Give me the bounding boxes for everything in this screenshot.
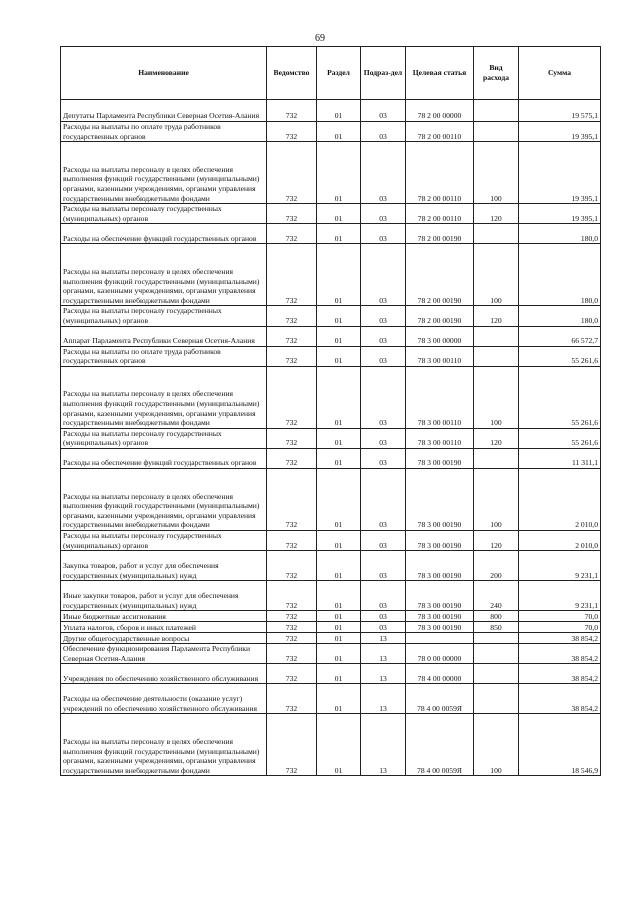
table-cell-razdel: 01 [317, 142, 361, 204]
table-cell-vid [474, 326, 519, 346]
table-row [61, 611, 601, 622]
table-cell-podrazdel: 03 [361, 622, 406, 633]
table-cell-vedomstvo: 732 [267, 622, 317, 633]
table-cell-sum: 180,0 [519, 224, 601, 244]
table-cell-sum: 70,0 [519, 611, 601, 622]
table-cell-podrazdel: 03 [361, 428, 406, 448]
table-row [61, 142, 601, 204]
header-article: Целевая статья [406, 47, 474, 100]
table-cell-name: Иные бюджетные ассигнования [61, 611, 267, 622]
table-cell-podrazdel: 03 [361, 122, 406, 142]
table-cell-name: Закупка товаров, работ и услуг для обеспечения государственных (муниципальных) нужд [61, 551, 267, 581]
table-cell-vedomstvo: 732 [267, 100, 317, 122]
table-cell-name: Другие общегосударственные вопросы [61, 633, 267, 644]
table-cell-sum: 38 854,2 [519, 633, 601, 644]
table-cell-vedomstvo: 732 [267, 551, 317, 581]
table-cell-sum: 55 261,6 [519, 366, 601, 428]
table-cell-name: Расходы на обеспечение функций государственных органов [61, 224, 267, 244]
table-cell-podrazdel: 03 [361, 366, 406, 428]
table-cell-podrazdel: 13 [361, 644, 406, 664]
table-cell-article: 78 3 00 00000 [406, 326, 474, 346]
table-cell-vedomstvo: 732 [267, 142, 317, 204]
table-cell-podrazdel: 03 [361, 306, 406, 326]
table-cell-razdel: 01 [317, 326, 361, 346]
header-vedomstvo: Ведомство [267, 47, 317, 100]
table-cell-vedomstvo: 732 [267, 581, 317, 611]
table-cell-podrazdel: 03 [361, 346, 406, 366]
table-cell-article: 78 3 00 00110 [406, 428, 474, 448]
header-name: Наименование [61, 47, 267, 100]
table-cell-vid [474, 224, 519, 244]
table-cell-razdel: 01 [317, 122, 361, 142]
table-cell-razdel: 01 [317, 468, 361, 530]
table-cell-vedomstvo: 732 [267, 306, 317, 326]
table-cell-name: Уплата налогов, сборов и иных платежей [61, 622, 267, 633]
table-cell-vid [474, 346, 519, 366]
table-cell-vid: 100 [474, 366, 519, 428]
table-cell-vid: 120 [474, 428, 519, 448]
table-cell-article: 78 2 00 00000 [406, 100, 474, 122]
table-cell-vid [474, 448, 519, 468]
table-cell-podrazdel: 03 [361, 326, 406, 346]
table-row [61, 714, 601, 776]
table-cell-article: 78 3 00 00190 [406, 468, 474, 530]
table-cell-vedomstvo: 732 [267, 684, 317, 714]
table-cell-article: 78 0 00 00000 [406, 644, 474, 664]
table-cell-name: Расходы на обеспечение функций государственных органов [61, 448, 267, 468]
table-cell-vedomstvo: 732 [267, 611, 317, 622]
table-cell-article: 78 2 00 00110 [406, 142, 474, 204]
table-cell-article: 78 3 00 00190 [406, 622, 474, 633]
table-cell-name: Депутаты Парламента Республики Северная Осетия-Алания [61, 100, 267, 122]
table-cell-vedomstvo: 732 [267, 224, 317, 244]
table-cell-vedomstvo: 732 [267, 244, 317, 306]
table-cell-sum: 19 575,1 [519, 100, 601, 122]
table-cell-sum: 70,0 [519, 622, 601, 633]
table-cell-article: 78 3 00 00190 [406, 611, 474, 622]
table-cell-podrazdel: 13 [361, 633, 406, 644]
table-row [61, 100, 601, 122]
table-cell-razdel: 01 [317, 346, 361, 366]
table-cell-razdel: 01 [317, 622, 361, 633]
table-row [61, 633, 601, 644]
table-cell-vid: 800 [474, 611, 519, 622]
table-cell-sum: 9 231,1 [519, 581, 601, 611]
table-cell-razdel: 01 [317, 644, 361, 664]
table-cell-vid: 240 [474, 581, 519, 611]
table-row [61, 428, 601, 448]
table-cell-vedomstvo: 732 [267, 326, 317, 346]
table-cell-vid: 100 [474, 244, 519, 306]
table-cell-sum: 55 261,6 [519, 428, 601, 448]
table-cell-vid: 120 [474, 530, 519, 550]
table-cell-sum: 2 010,0 [519, 530, 601, 550]
table-cell-razdel: 01 [317, 684, 361, 714]
table-cell-article: 78 3 00 00190 [406, 530, 474, 550]
table-cell-podrazdel: 03 [361, 244, 406, 306]
table-cell-sum: 11 311,1 [519, 448, 601, 468]
table-cell-podrazdel: 03 [361, 551, 406, 581]
table-row [61, 664, 601, 684]
table-cell-name: Расходы на выплаты персоналу в целях обеспечения выполнения функций государственными (муниципальными) органами, казенными учреждениями, органами управления государственными внебюджетными фондами [61, 142, 267, 204]
table-cell-vid: 100 [474, 714, 519, 776]
table-cell-razdel: 01 [317, 551, 361, 581]
table-cell-article: 78 4 00 00000 [406, 664, 474, 684]
table-cell-sum: 18 546,9 [519, 714, 601, 776]
table-cell-razdel: 01 [317, 244, 361, 306]
table-cell-article: 78 2 00 00190 [406, 306, 474, 326]
table-row [61, 224, 601, 244]
table-cell-article: 78 3 00 00110 [406, 366, 474, 428]
table-cell-podrazdel: 03 [361, 468, 406, 530]
table-cell-vedomstvo: 732 [267, 714, 317, 776]
table-cell-article: 78 2 00 00190 [406, 224, 474, 244]
table-cell-vedomstvo: 732 [267, 530, 317, 550]
table-cell-vedomstvo: 732 [267, 448, 317, 468]
table-body [61, 100, 601, 776]
table-cell-vedomstvo: 732 [267, 633, 317, 644]
table-row [61, 306, 601, 326]
table-cell-razdel: 01 [317, 448, 361, 468]
table-cell-razdel: 01 [317, 428, 361, 448]
table-cell-vid [474, 664, 519, 684]
table-cell-vid: 120 [474, 204, 519, 224]
table-row [61, 551, 601, 581]
table-cell-vedomstvo: 732 [267, 204, 317, 224]
table-cell-sum: 180,0 [519, 306, 601, 326]
table-cell-podrazdel: 03 [361, 100, 406, 122]
table-cell-article: 78 2 00 00110 [406, 122, 474, 142]
table-cell-podrazdel: 03 [361, 581, 406, 611]
table-row [61, 204, 601, 224]
page-number: 69 [315, 33, 325, 44]
table-cell-name: Расходы на выплаты персоналу государственных (муниципальных) органов [61, 306, 267, 326]
table-cell-vedomstvo: 732 [267, 428, 317, 448]
table-cell-vedomstvo: 732 [267, 468, 317, 530]
table-cell-name: Расходы на выплаты персоналу государственных (муниципальных) органов [61, 428, 267, 448]
table-cell-sum: 180,0 [519, 244, 601, 306]
table-row [61, 122, 601, 142]
table-cell-name: Аппарат Парламента Республики Северная Осетия-Алания [61, 326, 267, 346]
table-cell-podrazdel: 13 [361, 664, 406, 684]
table-cell-razdel: 01 [317, 204, 361, 224]
table-cell-razdel: 01 [317, 530, 361, 550]
table-cell-article [406, 633, 474, 644]
table-cell-name: Расходы на выплаты по оплате труда работников государственных органов [61, 346, 267, 366]
table-cell-vid [474, 644, 519, 664]
table-cell-vid [474, 633, 519, 644]
table-row [61, 326, 601, 346]
table-row [61, 581, 601, 611]
table-cell-podrazdel: 03 [361, 611, 406, 622]
table-cell-sum: 2 010,0 [519, 468, 601, 530]
table-row [61, 530, 601, 550]
header-sum: Сумма [519, 47, 601, 100]
table-row [61, 684, 601, 714]
table-cell-article: 78 2 00 00110 [406, 204, 474, 224]
table-cell-podrazdel: 03 [361, 142, 406, 204]
table-cell-razdel: 01 [317, 664, 361, 684]
table-cell-razdel: 01 [317, 633, 361, 644]
table-row [61, 448, 601, 468]
table-cell-article: 78 3 00 00190 [406, 581, 474, 611]
table-cell-name: Иные закупки товаров, работ и услуг для обеспечения государственных (муниципальных) нужд [61, 581, 267, 611]
table-cell-vedomstvo: 732 [267, 122, 317, 142]
table-cell-name: Обеспечение функционирования Парламента Республики Северная Осетия-Алания [61, 644, 267, 664]
table-cell-razdel: 01 [317, 224, 361, 244]
header-vid: Вид расхода [474, 47, 519, 100]
table-cell-razdel: 01 [317, 714, 361, 776]
table-cell-vedomstvo: 732 [267, 346, 317, 366]
table-cell-vid: 100 [474, 142, 519, 204]
table-cell-article: 78 4 00 0059Я [406, 684, 474, 714]
table-cell-vedomstvo: 732 [267, 366, 317, 428]
table-cell-name: Расходы на выплаты персоналу в целях обеспечения выполнения функций государственными (муниципальными) органами, казенными учреждениями, органами управления государственными внебюджетными фондами [61, 244, 267, 306]
table-row [61, 366, 601, 428]
table-cell-razdel: 01 [317, 611, 361, 622]
table-cell-podrazdel: 03 [361, 224, 406, 244]
table-cell-article: 78 2 00 00190 [406, 244, 474, 306]
table-cell-name: Расходы на выплаты персоналу в целях обеспечения выполнения функций государственными (муниципальными) органами, казенными учреждениями, органами управления государственными внебюджетными фондами [61, 714, 267, 776]
table-cell-vid: 100 [474, 468, 519, 530]
table-cell-name: Расходы на выплаты персоналу государственных (муниципальных) органов [61, 530, 267, 550]
table-cell-article: 78 3 00 00190 [406, 448, 474, 468]
table-cell-sum: 38 854,2 [519, 644, 601, 664]
table-cell-sum: 38 854,2 [519, 664, 601, 684]
table-row [61, 468, 601, 530]
table-header-row [61, 47, 601, 100]
table-cell-razdel: 01 [317, 306, 361, 326]
table-cell-sum: 19 395,1 [519, 204, 601, 224]
table-cell-razdel: 01 [317, 366, 361, 428]
table-cell-podrazdel: 03 [361, 204, 406, 224]
table-cell-vid: 200 [474, 551, 519, 581]
table-cell-razdel: 01 [317, 581, 361, 611]
table-cell-sum: 19 395,1 [519, 142, 601, 204]
table-cell-vid: 120 [474, 306, 519, 326]
table-cell-vedomstvo: 732 [267, 664, 317, 684]
table-row [61, 644, 601, 664]
table-cell-sum: 55 261,6 [519, 346, 601, 366]
table-row [61, 244, 601, 306]
table-cell-article: 78 4 00 0059Я [406, 714, 474, 776]
table-row [61, 622, 601, 633]
table-cell-vid [474, 100, 519, 122]
table-cell-article: 78 3 00 00110 [406, 346, 474, 366]
table-cell-podrazdel: 03 [361, 448, 406, 468]
table-cell-podrazdel: 13 [361, 714, 406, 776]
header-razdel: Раздел [317, 47, 361, 100]
table-cell-sum: 38 854,2 [519, 684, 601, 714]
table-cell-vid [474, 684, 519, 714]
table-cell-vedomstvo: 732 [267, 644, 317, 664]
table-cell-sum: 19 395,1 [519, 122, 601, 142]
header-podrazdel: Подраз-дел [361, 47, 406, 100]
table-row [61, 346, 601, 366]
table-cell-name: Расходы на обеспечение деятельности (оказание услуг) учреждений по обеспечению хозяйственного обслуживания [61, 684, 267, 714]
table-cell-name: Учреждения по обеспечению хозяйственного обслуживания [61, 664, 267, 684]
table-cell-sum: 66 572,7 [519, 326, 601, 346]
table-cell-sum: 9 231,1 [519, 551, 601, 581]
table-cell-podrazdel: 03 [361, 530, 406, 550]
table-cell-name: Расходы на выплаты по оплате труда работников государственных органов [61, 122, 267, 142]
table-cell-razdel: 01 [317, 100, 361, 122]
table-cell-article: 78 3 00 00190 [406, 551, 474, 581]
table-cell-vid [474, 122, 519, 142]
table-cell-podrazdel: 13 [361, 684, 406, 714]
budget-table [60, 46, 601, 776]
table-cell-name: Расходы на выплаты персоналу в целях обеспечения выполнения функций государственными (муниципальными) органами, казенными учреждениями, органами управления государственными внебюджетными фондами [61, 468, 267, 530]
table-cell-vid: 850 [474, 622, 519, 633]
table-cell-name: Расходы на выплаты персоналу в целях обеспечения выполнения функций государственными (муниципальными) органами, казенными учреждениями, органами управления государственными внебюджетными фондами [61, 366, 267, 428]
table-cell-name: Расходы на выплаты персоналу государственных (муниципальных) органов [61, 204, 267, 224]
